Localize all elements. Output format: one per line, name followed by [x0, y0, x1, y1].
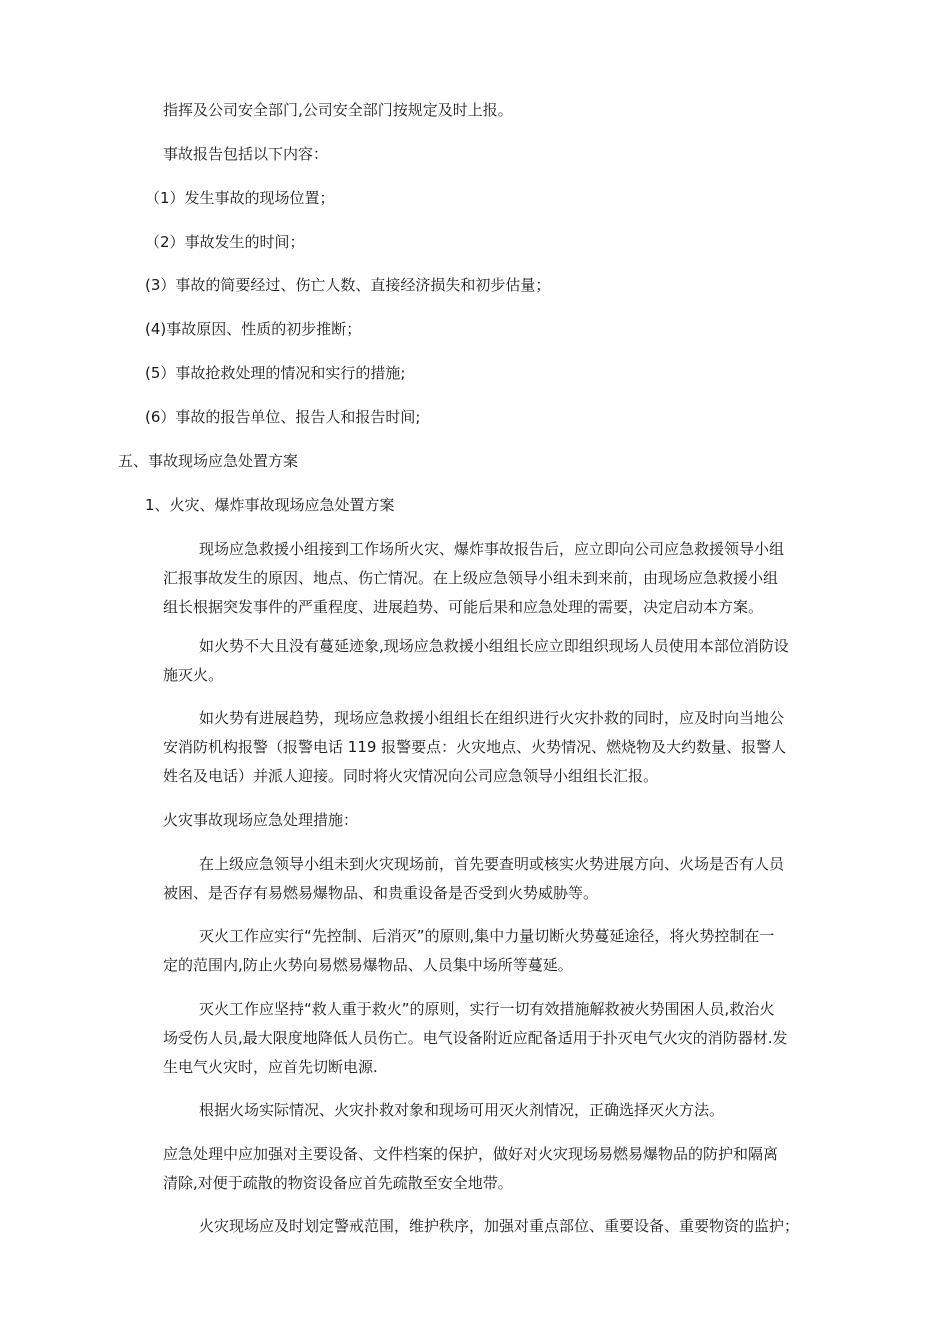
- paragraph-line: 生电气火灾时，应首先切断电源.: [163, 1058, 378, 1076]
- paragraph: [163, 922, 774, 980]
- paragraph: [163, 535, 784, 622]
- list-item: (3）事故的简要经过、伤亡人数、直接经济损失和初步估量；: [145, 276, 551, 294]
- paragraph-line: 在上级应急领导小组未到火灾现场前，首先要查明或核实火势进展方向、火场是否有人员: [199, 855, 785, 873]
- paragraph-line: 现场应急救援小组接到工作场所火灾、爆炸事故报告后，应立即向公司应急救援领导小组: [199, 540, 785, 558]
- paragraph-line: 清除,对便于疏散的物资设备应首先疏散至安全地带。: [163, 1174, 513, 1192]
- subsection-heading: 1、火灾、爆炸事故现场应急处置方案: [145, 496, 395, 514]
- section-heading: 五、事故现场应急处置方案: [118, 452, 299, 470]
- paragraph-line: 场受伤人员,最大限度地降低人员伤亡。电气设备附近应配备适用于扑灭电气火灾的消防器材.发: [163, 1029, 788, 1047]
- list-item: (5）事故抢救处理的情况和实行的措施;: [145, 364, 406, 382]
- paragraph-line: 安消防机构报警（报警电话 119 报警要点：火灾地点、火势情况、燃烧物及大约数量、报警人: [163, 738, 787, 756]
- paragraph-line: 定的范围内,防止火势向易燃易爆物品、人员集中场所等蔓延。: [163, 956, 573, 974]
- paragraph-line: 灭火工作应实行“先控制、后消灭”的原则,集中力量切断火势蔓延途径，将火势控制在一: [199, 927, 775, 945]
- paragraph: 根据火场实际情况、火灾扑救对象和现场可用灭火剂情况，正确选择灭火方法。: [199, 1101, 725, 1119]
- paragraph: [163, 995, 788, 1082]
- paragraph-continuation: 指挥及公司安全部门,公司安全部门按规定及时上报。: [163, 101, 513, 119]
- paragraph-line: 施灭火。: [163, 666, 224, 684]
- paragraph: [163, 1140, 778, 1198]
- paragraph: [163, 632, 789, 690]
- list-item: (4)事故原因、性质的初步推断；: [145, 320, 362, 338]
- paragraph-line: 姓名及电话）并派人迎接。同时将火灾情况向公司应急领导小组组长汇报。: [163, 767, 659, 785]
- report-contents-intro: 事故报告包括以下内容：: [163, 145, 329, 163]
- measures-heading: 火灾事故现场应急处理措施：: [163, 811, 359, 829]
- list-item: （2）事故发生的时间；: [145, 233, 305, 251]
- paragraph-line: 组长根据突发事件的严重程度、进展趋势、可能后果和应急处理的需要，决定启动本方案。: [163, 598, 764, 616]
- paragraph: [163, 704, 786, 791]
- list-item: (6）事故的报告单位、报告人和报告时间;: [145, 408, 421, 426]
- paragraph-line: 应急处理中应加强对主要设备、文件档案的保护，做好对火灾现场易燃易爆物品的防护和隔离: [163, 1145, 779, 1163]
- paragraph-line: 如火势有进展趋势，现场应急救援小组组长在组织进行火灾扑救的同时，应及时向当地公: [199, 709, 785, 727]
- paragraph-line: 灭火工作应坚持“救人重于救火”的原则，实行一切有效措施解救被火势围困人员,救治火: [199, 1000, 775, 1018]
- paragraph-line: 汇报事故发生的原因、地点、伤亡情况。在上级应急领导小组未到来前，由现场应急救援小组: [163, 569, 779, 587]
- paragraph: 火灾现场应及时划定警戒范围，维护秩序，加强对重点部位、重要设备、重要物资的监护；: [199, 1217, 800, 1235]
- paragraph-line: 被困、是否存有易燃易爆物品、和贵重设备是否受到火势威胁等。: [163, 884, 599, 902]
- paragraph-line: 如火势不大且没有蔓延迹象,现场应急救援小组组长应立即组织现场人员使用本部位消防设: [199, 637, 789, 655]
- list-item: （1）发生事故的现场位置；: [145, 189, 335, 207]
- paragraph: [163, 850, 784, 908]
